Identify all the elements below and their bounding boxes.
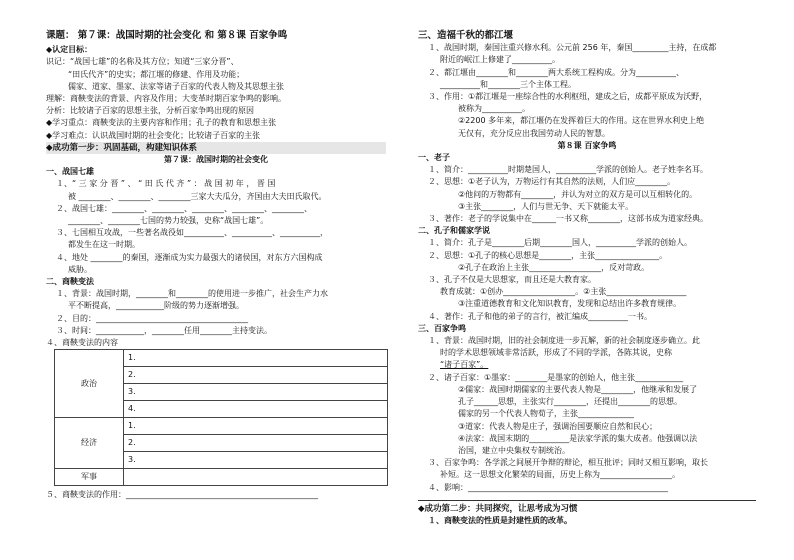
table-cell[interactable]: 1.	[124, 350, 388, 367]
fill-line: ３、作用：①都江堰是一座综合性的水利枢纽，建成之后，成都平原成为沃野，	[428, 92, 708, 102]
table-category: 经济	[55, 418, 124, 469]
fill-line: 威胁。	[68, 264, 92, 274]
table-category: 政治	[55, 350, 124, 418]
table-row	[55, 418, 388, 435]
fill-line: ②孔子在政治上主张__________________，反对苛政。	[458, 262, 650, 272]
fill-line: ________、________七国的势力较强，史称“战国七雄”。	[68, 216, 269, 226]
fill-line: __________和________三个主体工程。	[440, 79, 576, 89]
fill-line: １、背景：战国时期，________和________的使用进一步推广，社会生产力水	[56, 289, 328, 299]
fill-line: 都发生在这一时期。	[68, 240, 140, 250]
table-category: 军事	[55, 469, 124, 486]
fill-line: 补短。这一思想文化繁荣的局面，历史上称为__________________。	[440, 470, 680, 480]
fill-line: 平不断提高，____________阶级的势力逐渐增强。	[68, 301, 244, 311]
fill-line: 被称为__________。	[458, 104, 530, 114]
fill-line: ２、思想：①老子认为，万物运行有其自然的法则，人们应________。	[428, 177, 676, 187]
fill-line: ４、商鞅变法的内容	[46, 338, 118, 348]
fill-line: ５、商鞅变法的作用：________________________________________________	[46, 490, 318, 500]
fill-line: １、简介：孔子是________后期________国人，__________学派的创始人。	[428, 238, 692, 248]
fill-line: 无仅有，充分反应出我国劳动人民的智慧。	[458, 128, 610, 138]
lesson-eight-title: 第８课 百家争鸣	[557, 140, 617, 150]
fill-line: 被 ________、________、________三家大夫瓜分，齐国由大夫田氏取代。	[68, 191, 327, 201]
table-cell[interactable]	[124, 469, 388, 486]
fill-line: １、战国时期，秦国注重兴修水利。公元前 256 年，秦国_________主持，在成都	[428, 43, 717, 53]
table-cell[interactable]: 2.	[124, 435, 388, 452]
fill-line: ２、都江堰由________和________两大系统工程构成。分为__________、	[428, 67, 684, 77]
right-column	[418, 30, 756, 527]
table-cell[interactable]: 1.	[124, 418, 388, 435]
fill-line: ②儒家：战国时期儒家的主要代表人物是________，他继承和发展了	[458, 384, 698, 394]
goal-line: 分析：比较诸子百家的思想主张，分析百家争鸣出现的原因	[46, 106, 254, 116]
fill-line: “诸子百家”。	[440, 360, 489, 370]
table-row	[55, 469, 388, 486]
fill-line: ３、七国相互攻战，一些著名战役如__________、__________、__________，	[56, 228, 328, 238]
goal-line: 识记：“战国七雄”的名称及其方位；知道“三家分晋”、	[46, 57, 239, 67]
fill-line: ４、地处 ________的秦国，逐渐成为实力最强大的诸侯国，对东方六国构成	[56, 252, 323, 262]
goal-line: 儒家、道家、墨家、法家等诸子百家的代表人物及其思想主张	[68, 81, 284, 91]
goal-line: 理解：商鞅变法的背景、内容及作用；大变革时期百家争鸣的影响。	[46, 94, 286, 104]
left-column	[46, 30, 386, 501]
fill-line: １、“ 三 家 分 晋 ” 、 “ 田 氏 代 齐 ” ： 战 国 初 年 ， 晋 国	[56, 179, 276, 189]
fill-line: ２、思想：①孔子的核心思想是________，主张________________。	[428, 250, 668, 260]
table-cell[interactable]: 3.	[124, 384, 388, 401]
fill-line: ３、百家争鸣：各学派之间展开争辩的辩论，相互批评；同时又相互影响，取长	[428, 458, 708, 468]
fill-line: ④法家：战国末期的__________是法家学派的集大成者。他强调以法	[458, 433, 698, 443]
table-cell[interactable]: 4.	[124, 401, 388, 418]
fill-line: ②2200 多年来，都江堰仍在发挥着巨大的作用。这在世界水利史上绝	[458, 116, 705, 126]
worksheet-title: 课题： 第７课：战国时期的社会变化 和 第８课 百家争鸣	[46, 30, 288, 41]
question-line: １、商鞅变法的性质是封建性质的改革。	[428, 515, 572, 525]
table-cell[interactable]: 2.	[124, 367, 388, 384]
fill-line: 附近的岷江上修建了__________。	[440, 55, 560, 65]
fill-line: 治国，建立中央集权专制统治。	[458, 445, 570, 455]
goal-line: ◆学习难点：认识战国时期的社会变化；比较诸子百家的主张	[46, 130, 261, 140]
fill-line: 时的学术思想领域非常活跃，形成了不同的学派，各陈其说，史称	[440, 348, 672, 358]
section-heading: 一、战国七雄	[46, 167, 94, 177]
step-one-heading: ◆成功第一步：巩固基础，构建知识体系	[46, 142, 386, 154]
fill-line: ②他问的万物都有________，并认为对立的双方是可以互相转化的。	[458, 189, 698, 199]
fill-line: ２、诸子百家：①墨家：________是墨家的创始人，他主张____________	[428, 372, 684, 382]
fill-line: ２、目的：______________________________________	[56, 313, 248, 323]
goal-line: ◆学习重点：商鞅变法的主要内容和作用；孔子的教育和思想主张	[46, 118, 277, 128]
lesson-seven-title: 第７课：战国时期的社会变化	[164, 155, 268, 165]
fill-line: ４、影响：__________________________________________________	[428, 482, 668, 492]
section-heading: 二、孔子和儒家学说	[418, 226, 490, 236]
table-row	[55, 350, 388, 367]
goal-line: “田氏代齐”的史实；都江堰的修建、作用及功能；	[68, 69, 245, 79]
fill-line: ③注重道德教育和文化知识教育，发现和总结出许多教育规律。	[458, 299, 682, 309]
section-heading: 三、百家争鸣	[418, 323, 466, 333]
section-heading: 一、老子	[418, 153, 450, 163]
section-heading: 三、造福千秋的都江堰	[418, 30, 514, 41]
fill-line: 儒家的另一个代表人物荀子，主张______________	[458, 409, 634, 419]
fill-line: ③主张________，人们与世无争、天下就能太平。	[458, 201, 634, 211]
fill-line: ４、著作：孔子和他的弟子的言行，被汇编成__________一书。	[428, 311, 652, 321]
goal-heading: ◆认定目标：	[46, 45, 93, 55]
fill-line: １、背景：战国时期，旧的社会制度进一步瓦解，新的社会制度逐步确立。此	[428, 336, 700, 346]
fill-line: 教育成就：①创办__________________。②主张____________________	[440, 287, 687, 297]
section-heading: 二、商鞅变法	[46, 277, 94, 287]
fill-line: １、简介：__________时期楚国人，__________学派的创始人。老子姓李名耳。	[428, 165, 708, 175]
fill-line: 孔子______思想，主张实行________，还提出________的思想。	[458, 397, 682, 407]
fill-line: ３、时间：____________，________任用________主持变法。	[56, 325, 272, 335]
fill-line: ２、战国七雄：________、________、________、________、________、	[56, 203, 312, 213]
fill-line: ３、著作：老子的学说集中在______一书又称________，这部书成为道家经典。	[428, 214, 708, 224]
fill-line: ③道家：代表人物是庄子，强调治国要顺应自然和民心；	[458, 421, 658, 431]
table-cell[interactable]: 3.	[124, 452, 388, 469]
reform-content-table	[54, 349, 388, 486]
step-two-heading: ◆成功第二步：共同探究，让思考成为习惯	[418, 500, 756, 515]
fill-line: ３、孔子不仅是大思想家，而且还是大教育家。	[428, 275, 596, 285]
